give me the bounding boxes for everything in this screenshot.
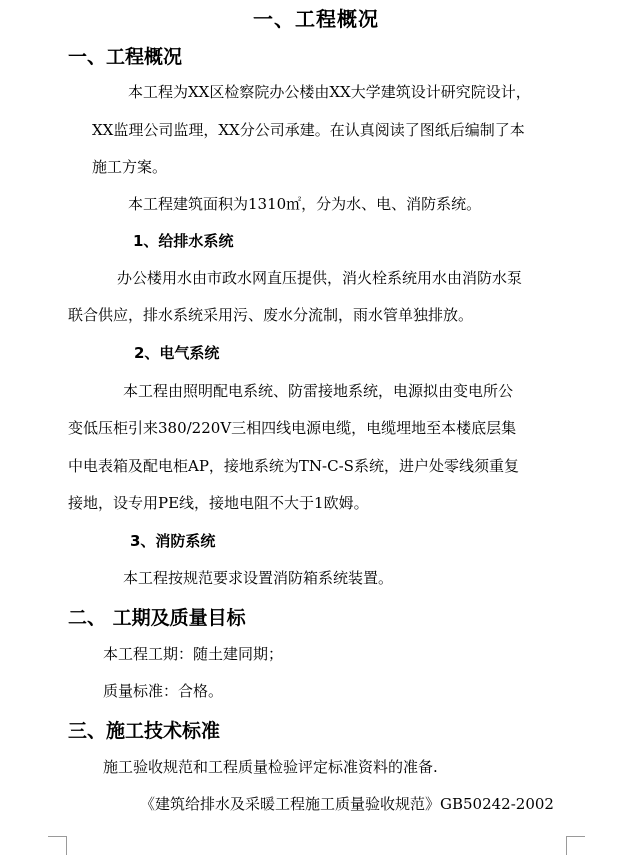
section-heading-2: 二、 工期及质量目标 (68, 607, 246, 629)
paragraph-line: 施工方案。 (92, 158, 168, 176)
paragraph-line: 本工程建筑面积为1310㎡，分为水、电、消防系统。 (128, 195, 482, 213)
paragraph-line: 施工验收规范和工程质量检验评定标准资料的准备. (103, 758, 438, 776)
paragraph-line: 联合供应，排水系统采用污、废水分流制，雨水管单独排放。 (68, 306, 474, 324)
page-title: 一、工程概况 (253, 7, 379, 31)
page-corner-mark-right (566, 836, 585, 855)
section-heading-3: 三、施工技术标准 (68, 720, 221, 742)
paragraph-line: 本工程由照明配电系统、防雷接地系统，电源拟由变电所公 (123, 382, 514, 400)
paragraph-line: 本工程按规范要求设置消防箱系统装置。 (123, 569, 394, 587)
section-heading-1: 一、工程概况 (68, 46, 183, 68)
paragraph-line: 办公楼用水由市政水网直压提供，消火栓系统用水由消防水泵 (117, 269, 523, 287)
paragraph-line: 接地，设专用PE线，接地电阻不大于1欧姆。 (68, 494, 369, 512)
page-corner-mark-left (48, 836, 67, 855)
paragraph-line: 本工程为XX区检察院办公楼由XX大学建筑设计研究院设计， (128, 83, 531, 101)
paragraph-line: 《建筑给排水及采暖工程施工质量验收规范》GB50242-2002 (140, 795, 554, 813)
paragraph-line: 中电表箱及配电柜AP，接地系统为TN-C-S系统，进户处零线须重复 (68, 457, 519, 475)
subsection-heading-electric: 2、电气系统 (134, 344, 220, 362)
subsection-heading-water: 1、给排水系统 (133, 232, 234, 250)
paragraph-line: 变低压柜引来380/220V三相四线电源电缆，电缆埋地至本楼底层集 (68, 419, 517, 437)
paragraph-line: 本工程工期：随土建同期； (103, 645, 284, 663)
subsection-heading-fire: 3、消防系统 (130, 532, 216, 550)
paragraph-line: XX监理公司监理，XX分公司承建。在认真阅读了图纸后编制了本 (92, 121, 525, 139)
paragraph-line: 质量标准：合格。 (103, 682, 224, 700)
